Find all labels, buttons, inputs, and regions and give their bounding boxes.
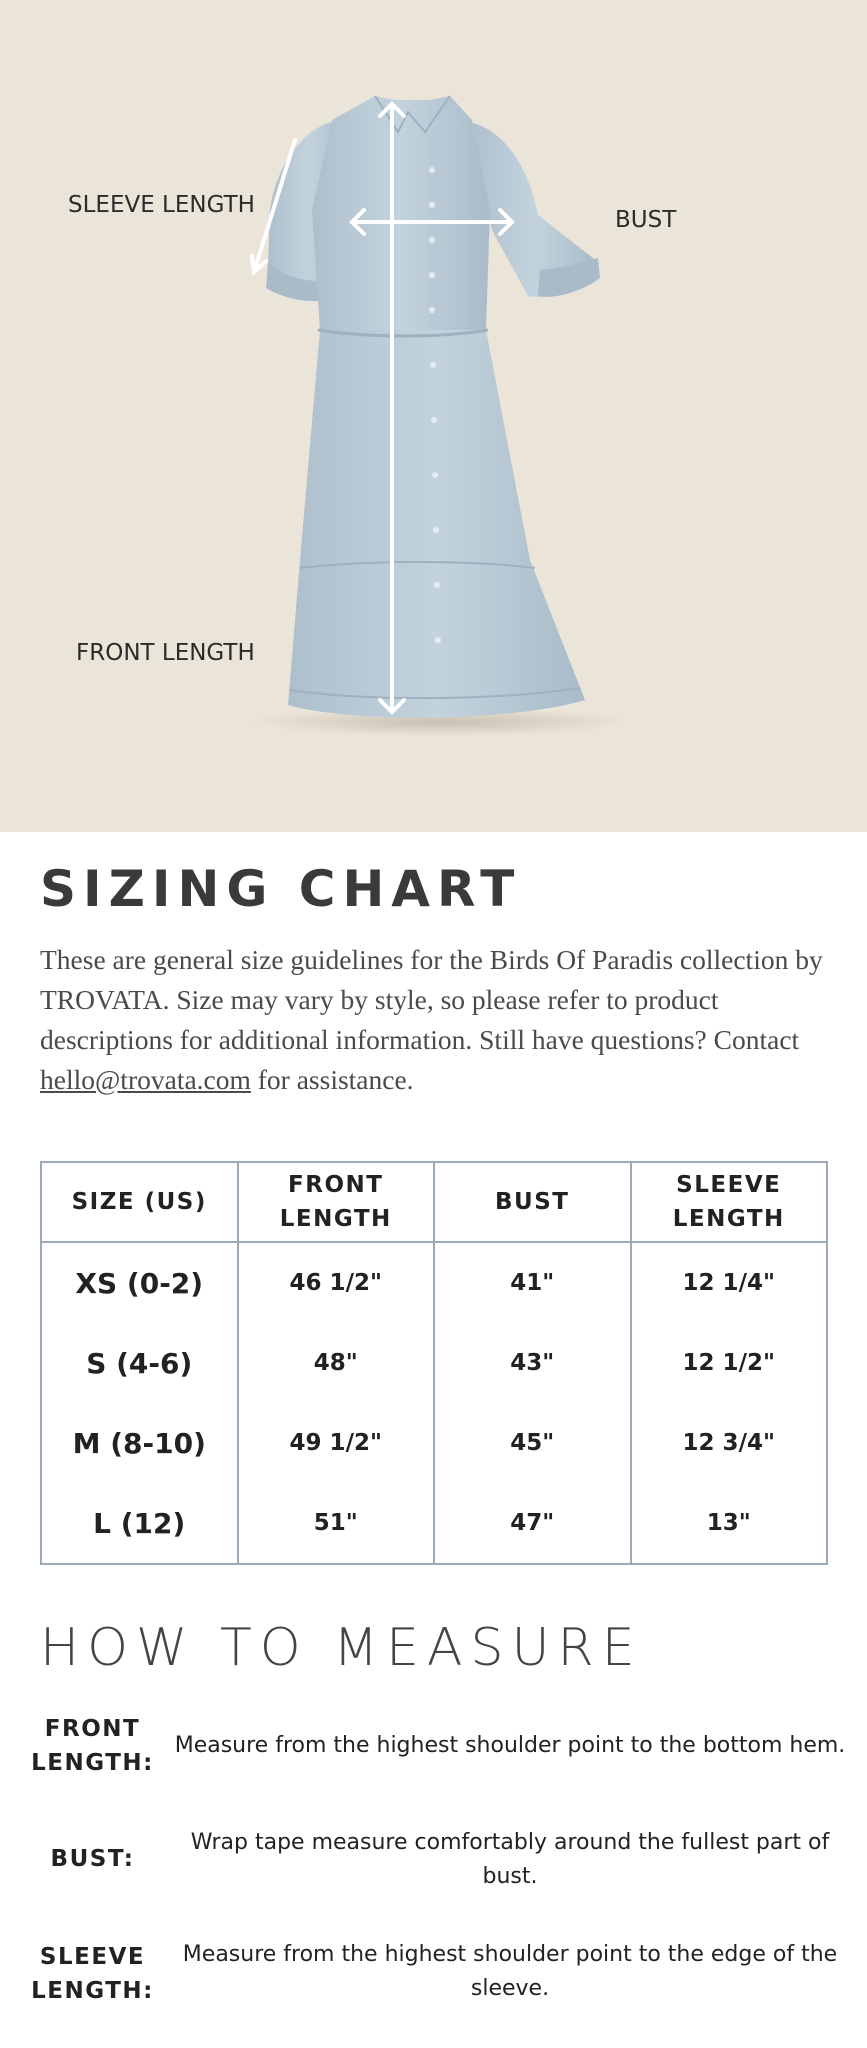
size-cell: XS (0-2) bbox=[41, 1242, 238, 1323]
sleeve-length-cell: 13" bbox=[631, 1483, 828, 1564]
table-row bbox=[41, 1483, 827, 1564]
measure-description: Wrap tape measure comfortably around the fullest part of bust. bbox=[190, 1830, 830, 1889]
bust-label: BUST bbox=[615, 207, 677, 233]
table-row bbox=[41, 1323, 827, 1403]
measure-term-line2: LENGTH: bbox=[31, 1750, 154, 1776]
front-length-cell: 49 1/2" bbox=[238, 1403, 435, 1483]
bodice bbox=[312, 96, 490, 330]
sleeve-length-cell: 12 1/4" bbox=[631, 1242, 828, 1323]
contact-email-link[interactable]: hello@trovata.com bbox=[40, 1064, 251, 1095]
sleeve-length-label: SLEEVE LENGTH bbox=[68, 192, 255, 218]
intro-suffix: for assistance. bbox=[250, 1064, 414, 1095]
table-header-row bbox=[41, 1162, 827, 1242]
measure-term bbox=[30, 1842, 155, 1876]
dress-illustration bbox=[0, 0, 867, 832]
bust-cell: 43" bbox=[434, 1323, 631, 1403]
measure-term-line1: BUST: bbox=[50, 1846, 135, 1872]
front-length-cell: 46 1/2" bbox=[238, 1242, 435, 1323]
sleeve-length-cell: 12 3/4" bbox=[631, 1403, 828, 1483]
measure-term-line1: SLEEVE bbox=[39, 1944, 146, 1970]
table-row bbox=[41, 1242, 827, 1323]
measure-description: Measure from the highest shoulder point to the bottom hem. bbox=[174, 1733, 846, 1758]
how-to-measure-title: HOW TO MEASURE bbox=[40, 1618, 643, 1678]
table-row bbox=[41, 1403, 827, 1483]
column-header-size: SIZE (US) bbox=[41, 1162, 238, 1242]
measure-term-line2: LENGTH: bbox=[31, 1978, 154, 2004]
sleeve-length-cell: 12 1/2" bbox=[631, 1323, 828, 1403]
measure-description: Measure from the highest shoulder point to the edge of the sleeve. bbox=[182, 1942, 838, 2001]
front-length-cell: 48" bbox=[238, 1323, 435, 1403]
front-length-label: FRONT LENGTH bbox=[76, 640, 255, 666]
measure-term bbox=[30, 1712, 155, 1780]
size-cell: L (12) bbox=[41, 1483, 238, 1564]
intro-text: These are general size guidelines for the Birds Of Paradis collection by TROVATA. Size may vary by style, so please refer to product descriptions for additional information. Still have questions? Contact bbox=[40, 944, 823, 1055]
size-cell: M (8-10) bbox=[41, 1403, 238, 1483]
front-length-cell: 51" bbox=[238, 1483, 435, 1564]
product-hero-image bbox=[0, 0, 867, 832]
measure-term-line1: FRONT bbox=[44, 1716, 141, 1742]
bust-cell: 41" bbox=[434, 1242, 631, 1323]
bust-cell: 45" bbox=[434, 1403, 631, 1483]
sizing-chart-title: SIZING CHART bbox=[40, 860, 522, 918]
sizing-intro bbox=[40, 940, 830, 1100]
bust-cell: 47" bbox=[434, 1483, 631, 1564]
skirt bbox=[288, 330, 585, 718]
column-header-front-length: FRONT LENGTH bbox=[238, 1162, 435, 1242]
column-header-bust: BUST bbox=[434, 1162, 631, 1242]
measure-term bbox=[30, 1940, 155, 2008]
size-cell: S (4-6) bbox=[41, 1323, 238, 1403]
sizing-table bbox=[40, 1161, 828, 1565]
column-header-sleeve-length: SLEEVE LENGTH bbox=[631, 1162, 828, 1242]
